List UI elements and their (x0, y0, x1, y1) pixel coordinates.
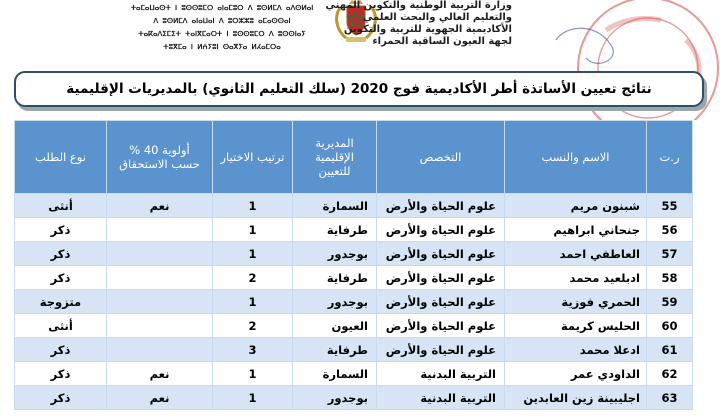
table-row (15, 242, 693, 266)
cell-num: 59 (647, 290, 693, 314)
header-directorate-line-1: المديرية الإقليمية (315, 136, 354, 164)
cell-spec: علوم الحياة والأرض (377, 338, 505, 362)
cell-rank: 2 (213, 266, 293, 290)
table-row (15, 362, 693, 386)
cell-num: 56 (647, 218, 693, 242)
header-spec: التخصص (377, 121, 505, 194)
cell-num: 55 (647, 194, 693, 218)
cell-num: 60 (647, 314, 693, 338)
tifinagh-line-3: ⵜⴰⴽⴰⴷⵉⵎⵉⵜ ⵜⴰⵏⴳⵎⴰⵔⵜ ⵏ ⵓⵙⵙⵓⵎⵔ ⴷ ⵓⵙⵙⵏⴰⵢ (138, 30, 306, 38)
cell-directorate: طرفاية (293, 218, 377, 242)
cell-priority: نعم (107, 194, 213, 218)
cell-rank: 3 (213, 338, 293, 362)
header-rank: ترتيب الاختيار (213, 121, 293, 194)
cell-spec: علوم الحياة والأرض (377, 242, 505, 266)
cell-num: 61 (647, 338, 693, 362)
cell-directorate: بوجدور (293, 386, 377, 410)
header-priority-line-1: أولوية 40 % (129, 143, 190, 157)
cell-type: ذكر (15, 362, 107, 386)
cell-directorate: السمارة (293, 194, 377, 218)
cell-name: الداودي عمر (505, 362, 647, 386)
cell-priority (107, 242, 213, 266)
arabic-header-line-2: والتعليم العالي والبحث العلمي (362, 12, 512, 23)
cell-type: ذكر (15, 338, 107, 362)
table-row (15, 290, 693, 314)
document-title: نتائج تعيين الأساتذة أطر الأكاديمية فوج 2020 (سلك التعليم الثانوي) بالمديريات الإقليمية (14, 71, 704, 107)
cell-priority (107, 314, 213, 338)
cell-type: متزوجة (15, 290, 107, 314)
header-priority-line-2: حسب الاستحقاق (119, 157, 200, 171)
cell-spec: علوم الحياة والأرض (377, 218, 505, 242)
cell-spec: علوم الحياة والأرض (377, 314, 505, 338)
arabic-header (272, 0, 512, 48)
cell-rank: 1 (213, 242, 293, 266)
cell-directorate: بوجدور (293, 290, 377, 314)
cell-num: 62 (647, 362, 693, 386)
cell-spec: علوم الحياة والأرض (377, 266, 505, 290)
cell-directorate: طرفاية (293, 266, 377, 290)
table-row (15, 194, 693, 218)
cell-type: أنثى (15, 194, 107, 218)
table-row (15, 314, 693, 338)
cell-name: ادعلا محمد (505, 338, 647, 362)
header-directorate (293, 121, 377, 194)
cell-name: شبنون مريم (505, 194, 647, 218)
header-num: ر.ت (647, 121, 693, 194)
tifinagh-line-2: ⴷ ⵓⵙⵍⵎⴷ ⴰⵏⴰⵡⴰⵏ ⴷ ⵓⵔⵣⵣⵓ ⴰⵎⴰⵙⵙⴰⵏ (153, 17, 291, 25)
header-name: الاسم والنسب (505, 121, 647, 194)
table-row (15, 338, 693, 362)
header-type: نوع الطلب (15, 121, 107, 194)
cell-type: ذكر (15, 242, 107, 266)
cell-name: ادبلعيد محمد (505, 266, 647, 290)
table-header-row (15, 121, 693, 194)
cell-type: ذكر (15, 218, 107, 242)
cell-num: 58 (647, 266, 693, 290)
cell-spec: علوم الحياة والأرض (377, 194, 505, 218)
cell-num: 57 (647, 242, 693, 266)
cell-directorate: العيون (293, 314, 377, 338)
results-table (14, 120, 693, 410)
cell-spec: علوم الحياة والأرض (377, 290, 505, 314)
cell-directorate: طرفاية (293, 338, 377, 362)
arabic-header-line-3: الأكاديمية الجهوية للتربية والتكوين (343, 24, 512, 35)
cell-name: الحمري فوزية (505, 290, 647, 314)
table-row (15, 266, 693, 290)
cell-spec: التربية البدنية (377, 386, 505, 410)
header-directorate-line-2: للتعيين (318, 164, 351, 178)
cell-rank: 1 (213, 362, 293, 386)
cell-priority (107, 218, 213, 242)
arabic-header-line-4: لجهة العيون الساقية الحمراء (372, 36, 512, 47)
cell-num: 63 (647, 386, 693, 410)
cell-spec: التربية البدنية (377, 362, 505, 386)
cell-priority: نعم (107, 362, 213, 386)
cell-rank: 2 (213, 314, 293, 338)
cell-name: جنحاني ابراهيم (505, 218, 647, 242)
cell-name: الحليس كريمة (505, 314, 647, 338)
cell-directorate: بوجدور (293, 242, 377, 266)
cell-type: أنثى (15, 314, 107, 338)
cell-rank: 1 (213, 386, 293, 410)
tifinagh-line-4: ⵜⵓⴳⵎⴰ ⵏ ⵍⵄⵢⵓⵏ ⵙⴰⴳⵢⴰ ⵍⵃⴰⵎⵔⴰ (163, 43, 281, 51)
cell-priority: نعم (107, 386, 213, 410)
cell-name: العاطفي احمد (505, 242, 647, 266)
table-row (15, 386, 693, 410)
cell-name: اجليبينة زين العابدين (505, 386, 647, 410)
cell-rank: 1 (213, 218, 293, 242)
cell-rank: 1 (213, 290, 293, 314)
cell-priority (107, 266, 213, 290)
cell-directorate: السمارة (293, 362, 377, 386)
cell-rank: 1 (213, 194, 293, 218)
table-row (15, 218, 693, 242)
header-priority (107, 121, 213, 194)
cell-priority (107, 338, 213, 362)
arabic-header-line-1: وزارة التربية الوطنية والتكوين المهني (325, 0, 512, 11)
cell-type: ذكر (15, 386, 107, 410)
tifinagh-line-1: ⵜⴰⵎⴰⵡⴰⵙⵜ ⵏ ⵓⵙⵙⵓⵎⵔ ⴰⵏⴰⵎⵓⵔ ⴷ ⵓⵙⵍⵎⴷ ⴰⴷⵙⵍⴰⵏ (130, 4, 314, 12)
cell-type: ذكر (15, 266, 107, 290)
cell-priority (107, 290, 213, 314)
